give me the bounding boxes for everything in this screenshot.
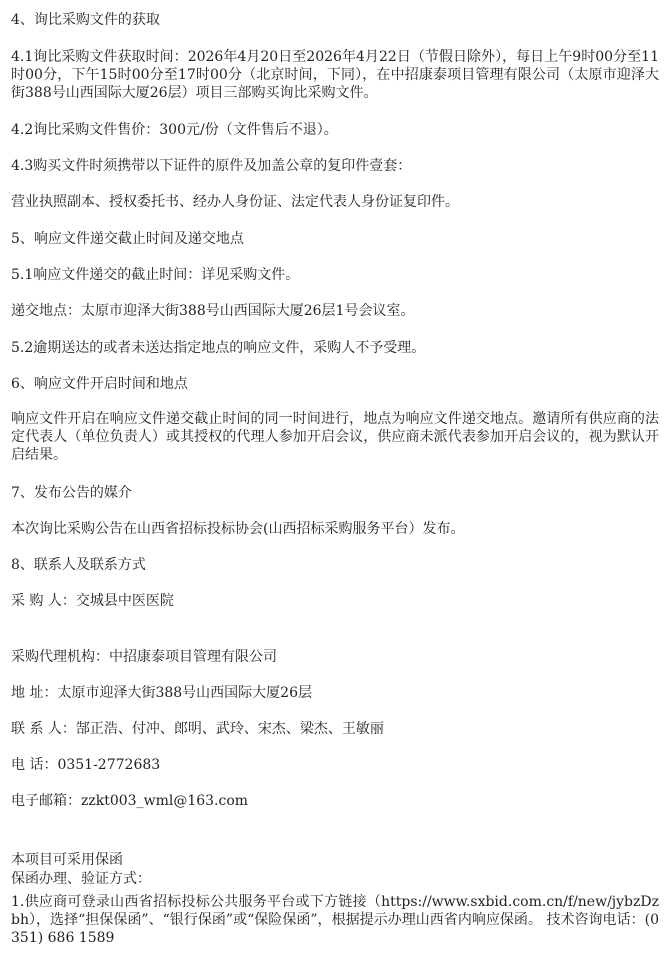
guarantee-subtitle: 保函办理、验证方式： xyxy=(11,871,151,887)
required-documents-paragraph: 营业执照副本、授权委托书、经办人身份证、法定代表人身份证复印件。 xyxy=(11,194,459,210)
phone-line: 电 话：0351-2772683 xyxy=(11,757,161,773)
section-7-heading: 7、发布公告的媒介 xyxy=(11,485,132,501)
agency-line: 采购代理机构：中招康泰项目管理有限公司 xyxy=(11,649,277,665)
section-4-2-paragraph: 4.2询比采购文件售价：300元/份（文件售后不退）。 xyxy=(11,122,338,138)
section-4-3-paragraph: 4.3购买文件时须携带以下证件的原件及加盖公章的复印件壹套： xyxy=(11,158,412,174)
section-5-heading: 5、响应文件递交截止时间及递交地点 xyxy=(11,231,244,247)
guarantee-paragraph: 1.供应商可登录山西省招标投标公共服务平台或下方链接（https://www.sxbid.com.cn/f/new/jybzDzbh），选择“担保保函”、“银行保函”或“保险保函”，根据提示办理山西省内响应保函。 技术咨询电话：(0351) 686 1589 xyxy=(11,894,659,946)
submission-location-paragraph: 递交地点：太原市迎泽大街388号山西国际大厦26层1号会议室。 xyxy=(11,303,415,319)
section-5-1-paragraph: 5.1响应文件递交的截止时间：详见采购文件。 xyxy=(11,267,300,283)
section-4-1-paragraph: 4.1询比采购文件获取时间：2026年4月20日至2026年4月22日（节假日除外），每日上午9时00分至11时00分，下午15时00分至17时00分（北京时间，下同），在中招康泰项目管理有限公司（太原市迎泽大街388号山西国际大厦26层）项目三部购买询比采购文件。 xyxy=(11,49,659,101)
section-6-heading: 6、响应文件开启时间和地点 xyxy=(11,376,188,392)
email-line: 电子邮箱：zzkt003_wml@163.com xyxy=(11,793,249,809)
section-4-heading: 4、询比采购文件的获取 xyxy=(11,12,160,28)
address-line: 地 址：太原市迎泽大街388号山西国际大厦26层 xyxy=(11,685,312,701)
guarantee-title: 本项目可采用保函 xyxy=(11,852,123,868)
section-5-2-paragraph: 5.2逾期送达的或者未送达指定地点的响应文件，采购人不予受理。 xyxy=(11,340,426,356)
purchaser-line: 采 购 人：交城县中医医院 xyxy=(11,593,174,609)
section-8-heading: 8、联系人及联系方式 xyxy=(11,557,146,573)
section-7-paragraph: 本次询比采购公告在山西省招标投标协会(山西招标采购服务平台）发布。 xyxy=(11,521,465,537)
contacts-line: 联 系 人：郜正浩、付冲、郎明、武玲、宋杰、梁杰、王敏丽 xyxy=(11,721,384,737)
section-6-paragraph: 响应文件开启在响应文件递交截止时间的同一时间进行，地点为响应文件递交地点。邀请所有供应商的法定代表人（单位负责人）或其授权的代理人参加开启会议，供应商未派代表参加开启会议的，视为默认开启结果。 xyxy=(11,411,659,463)
